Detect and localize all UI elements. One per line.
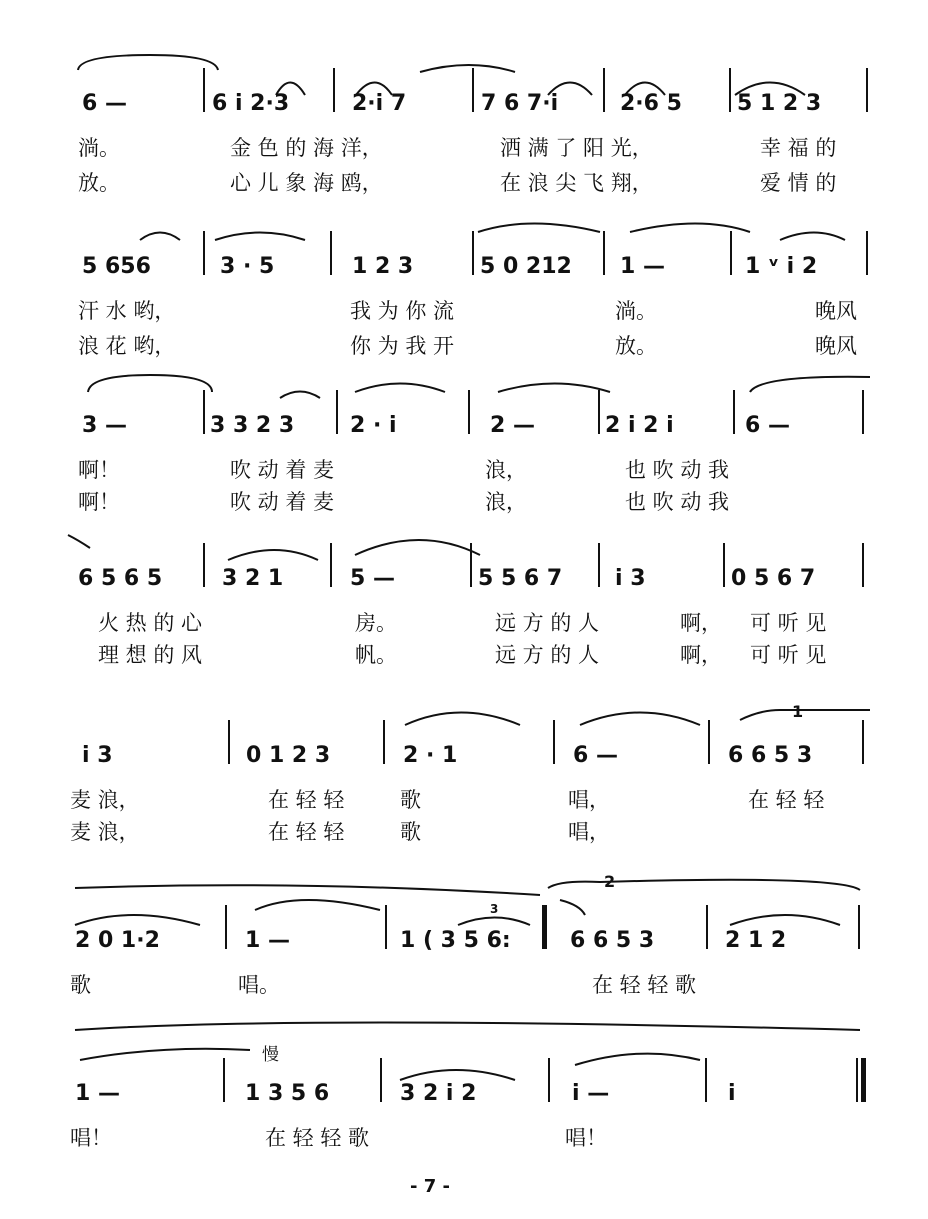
- lyric: 唱！: [565, 1126, 607, 1150]
- barline: [203, 68, 205, 112]
- barline: [333, 68, 335, 112]
- barline: [723, 543, 725, 587]
- lyric: 啊！: [78, 490, 120, 514]
- notes-row: [0, 412, 928, 452]
- lyric: 浪 花 哟，: [78, 334, 176, 358]
- lyrics-verse-1: [0, 1123, 928, 1155]
- barline: [330, 231, 332, 275]
- measure-3: 5 —: [350, 566, 395, 591]
- measure-1: 1 —: [75, 1081, 120, 1106]
- measure-2: 6 i 2·3: [212, 91, 290, 116]
- notes-row: [0, 253, 928, 293]
- lyric: 可 听 见: [750, 611, 827, 635]
- lyric: 淌。: [615, 299, 657, 323]
- lyric: 歌: [400, 788, 421, 812]
- barline: [862, 720, 864, 764]
- lyric: 也 吹 动 我: [625, 458, 730, 482]
- measure-4: 5 0 212: [480, 254, 572, 279]
- lyric: 吹 动 着 麦: [230, 458, 335, 482]
- lyric: 爱 情 的: [760, 171, 837, 195]
- triplet-mark: 3: [490, 902, 499, 916]
- lyrics-verse-2: [0, 640, 928, 672]
- lyric: 在 轻 轻 歌: [265, 1126, 370, 1150]
- barline: [603, 68, 605, 112]
- notes-row: [0, 90, 928, 130]
- lyric: 帆。: [355, 643, 397, 667]
- lyric: 在 轻 轻: [268, 788, 345, 812]
- measure-3: 2 · i: [350, 413, 397, 438]
- measure-1: 5 656: [82, 254, 151, 279]
- barline: [858, 905, 860, 949]
- lyric: 在 浪 尖 飞 翔，: [500, 171, 653, 195]
- lyrics-verse-1: [0, 133, 928, 165]
- lyric: 唱，: [568, 820, 610, 844]
- lyric: 火 热 的 心: [98, 611, 203, 635]
- lyric: 金 色 的 海 洋，: [230, 136, 383, 160]
- barline: [336, 390, 338, 434]
- lyric: 在 轻 轻: [268, 820, 345, 844]
- measure-4: 5 5 6 7: [478, 566, 563, 591]
- barline: [862, 543, 864, 587]
- lyric: 啊，: [680, 611, 722, 635]
- measure-6: 0 5 6 7: [731, 566, 816, 591]
- barline: [862, 390, 864, 434]
- measure-2: 1 3 5 6: [245, 1081, 330, 1106]
- barline: [225, 905, 227, 949]
- lyric: 淌。: [78, 136, 120, 160]
- barline: [548, 1058, 550, 1102]
- measure-1: 6 —: [82, 91, 127, 116]
- repeat-barline: [542, 905, 547, 949]
- measure-3: 3 2 i 2: [400, 1081, 477, 1106]
- measure-4: i —: [572, 1081, 610, 1106]
- notes-row: [0, 872, 928, 967]
- lyric: 幸 福 的: [760, 136, 837, 160]
- tempo-marking: 慢: [262, 1045, 279, 1065]
- measure-1: 6 5 6 5: [78, 566, 163, 591]
- measure-5: 2 i 2 i: [605, 413, 674, 438]
- second-ending-mark: 2: [604, 872, 616, 891]
- measure-3: 1 2 3: [352, 254, 414, 279]
- lyrics-verse-2: [0, 817, 928, 849]
- lyric: 啊！: [78, 458, 120, 482]
- lyric: 麦 浪，: [70, 788, 140, 812]
- lyrics-verse-1: [0, 296, 928, 328]
- measure-2: 0 1 2 3: [246, 743, 331, 768]
- barline: [603, 231, 605, 275]
- barline: [598, 390, 600, 434]
- barline: [383, 720, 385, 764]
- measure-5: 2·6 5: [620, 91, 682, 116]
- lyric: 可 听 见: [750, 643, 827, 667]
- barline: [203, 231, 205, 275]
- lyrics-verse-1: [0, 970, 928, 1002]
- barline: [330, 543, 332, 587]
- lyric: 洒 满 了 阳 光，: [500, 136, 653, 160]
- barline: [472, 68, 474, 112]
- measure-4: 6 —: [573, 743, 618, 768]
- barline: [468, 390, 470, 434]
- measure-5: 1 —: [620, 254, 665, 279]
- notes-row: [0, 1045, 928, 1120]
- final-barline-thin: [856, 1058, 858, 1102]
- lyric: 理 想 的 风: [98, 643, 203, 667]
- measure-2: 1 —: [245, 928, 290, 953]
- measure-6: 5 1 2 3: [737, 91, 822, 116]
- lyric: 在 轻 轻: [748, 788, 825, 812]
- barline: [866, 68, 868, 112]
- barline: [598, 543, 600, 587]
- lyric: 也 吹 动 我: [625, 490, 730, 514]
- lyric: 晚风: [815, 334, 857, 358]
- measure-3: 1 ( 3 5 6:: [400, 928, 511, 953]
- lyric: 汗 水 哟，: [78, 299, 176, 323]
- lyric: 房。: [355, 611, 397, 635]
- measure-5: 2 1 2: [725, 928, 787, 953]
- lyric: 晚风: [815, 299, 857, 323]
- measure-1: 3 —: [82, 413, 127, 438]
- first-ending-mark: 1: [792, 702, 804, 721]
- lyric: 唱。: [238, 973, 280, 997]
- lyrics-verse-1: [0, 785, 928, 817]
- lyrics-verse-1: [0, 455, 928, 487]
- measure-1: 2 0 1·2: [75, 928, 160, 953]
- lyrics-verse-2: [0, 168, 928, 200]
- barline: [203, 390, 205, 434]
- barline: [733, 390, 735, 434]
- measure-6: 6 —: [745, 413, 790, 438]
- notes-row: [0, 565, 928, 605]
- barline: [708, 720, 710, 764]
- barline: [228, 720, 230, 764]
- measure-2: 3 · 5: [220, 254, 275, 279]
- barline: [705, 1058, 707, 1102]
- measure-5: i: [728, 1081, 736, 1106]
- lyric: 歌: [400, 820, 421, 844]
- lyrics-verse-1: [0, 608, 928, 640]
- measure-2: 3 2 1: [222, 566, 284, 591]
- lyric: 唱，: [568, 788, 610, 812]
- measure-5: i 3: [615, 566, 646, 591]
- barline: [553, 720, 555, 764]
- lyric: 你 为 我 开: [350, 334, 455, 358]
- measure-5: 6 6 5 3: [728, 743, 813, 768]
- barline: [385, 905, 387, 949]
- lyric: 麦 浪，: [70, 820, 140, 844]
- lyric: 在 轻 轻 歌: [592, 973, 697, 997]
- lyric: 吹 动 着 麦: [230, 490, 335, 514]
- barline: [866, 231, 868, 275]
- barline: [203, 543, 205, 587]
- lyric: 放。: [78, 171, 120, 195]
- lyric: 唱！: [70, 1126, 112, 1150]
- barline: [706, 905, 708, 949]
- measure-4: 2 —: [490, 413, 535, 438]
- lyric: 放。: [615, 334, 657, 358]
- page-number: - 7 -: [410, 1176, 450, 1197]
- lyric: 远 方 的 人: [495, 643, 600, 667]
- lyrics-verse-2: [0, 487, 928, 519]
- measure-4: 6 6 5 3: [570, 928, 655, 953]
- final-barline-thick: [861, 1058, 866, 1102]
- lyric: 我 为 你 流: [350, 299, 455, 323]
- lyrics-verse-2: [0, 331, 928, 363]
- lyric: 浪，: [485, 458, 527, 482]
- notes-row: [0, 702, 928, 782]
- measure-3: 2 · 1: [403, 743, 458, 768]
- lyric: 心 儿 象 海 鸥，: [230, 171, 383, 195]
- measure-4: 7 6 7·i: [481, 91, 559, 116]
- lyric: 浪，: [485, 490, 527, 514]
- barline: [472, 231, 474, 275]
- measure-2: 3 3 2 3: [210, 413, 295, 438]
- barline: [380, 1058, 382, 1102]
- measure-3: 2·i 7: [352, 91, 407, 116]
- lyric: 歌: [70, 973, 91, 997]
- barline: [470, 543, 472, 587]
- measure-6: 1 ᵛ i 2: [745, 254, 818, 279]
- barline: [729, 68, 731, 112]
- lyric: 啊，: [680, 643, 722, 667]
- barline: [730, 231, 732, 275]
- lyric: 远 方 的 人: [495, 611, 600, 635]
- measure-1: i 3: [82, 743, 113, 768]
- barline: [223, 1058, 225, 1102]
